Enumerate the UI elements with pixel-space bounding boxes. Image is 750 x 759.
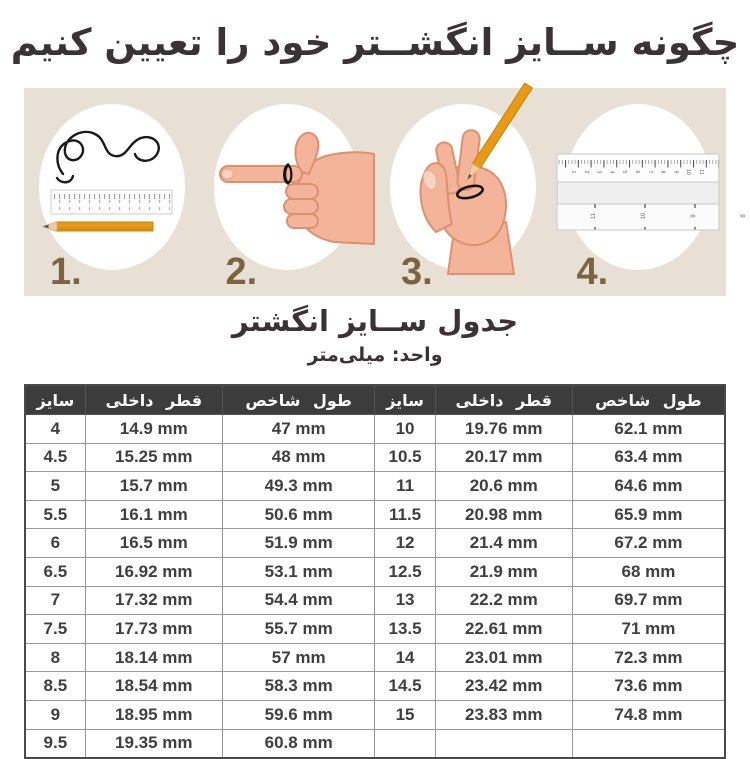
table-cell: 11.5 (375, 500, 435, 529)
table-cell: 21.9 mm (435, 557, 572, 586)
table-cell: 15 (375, 700, 435, 729)
table-cell: 47 mm (222, 415, 375, 444)
svg-text:1: 1 (570, 170, 577, 174)
table-cell: 59.6 mm (222, 700, 375, 729)
table-cell: 6.5 (25, 557, 85, 586)
string-ruler-pencil-icon (39, 104, 185, 270)
table-cell (375, 729, 435, 758)
table-cell: 5.5 (25, 500, 85, 529)
table-cell (435, 729, 572, 758)
table-cell: 16.1 mm (85, 500, 222, 529)
steps-band (24, 88, 748, 296)
table-cell: 62.1 mm (572, 415, 725, 444)
step-4 (551, 88, 748, 296)
table-cell: 12 (375, 529, 435, 558)
table-cell: 23.42 mm (435, 672, 572, 701)
header-size-right: سایز (375, 385, 435, 415)
step-1-number: 1. (50, 251, 82, 293)
table-cell: 16.92 mm (85, 557, 222, 586)
table-cell: 17.73 mm (85, 615, 222, 644)
step-3-circle (390, 104, 536, 270)
table-cell: 11 (375, 472, 435, 501)
table-cell (572, 729, 725, 758)
header-inner-diameter-right: قطر داخلی (435, 385, 572, 415)
ruler-icon (565, 104, 748, 270)
table-cell: 5 (25, 472, 85, 501)
table-cell: 67.2 mm (572, 529, 725, 558)
table-cell: 14 (375, 643, 435, 672)
table-cell: 50.6 mm (222, 500, 375, 529)
step-1 (24, 88, 200, 296)
table-cell: 7.5 (25, 615, 85, 644)
ring-size-table (24, 384, 726, 759)
svg-text:7: 7 (647, 170, 654, 174)
step-2 (200, 88, 376, 296)
table-cell: 6 (25, 529, 85, 558)
svg-text:5: 5 (621, 170, 628, 174)
table-cell: 14.9 mm (85, 415, 222, 444)
table-cell: 22.61 mm (435, 615, 572, 644)
table-cell: 18.95 mm (85, 700, 222, 729)
step-3-number: 3. (401, 251, 433, 293)
table-cell: 7 (25, 586, 85, 615)
table-body (25, 415, 725, 759)
table-cell: 49.3 mm (222, 472, 375, 501)
table-cell: 64.6 mm (572, 472, 725, 501)
table-cell: 57 mm (222, 643, 375, 672)
table-cell: 55.7 mm (222, 615, 375, 644)
table-row (25, 529, 725, 558)
table-cell: 17.32 mm (85, 586, 222, 615)
step-2-number: 2. (225, 251, 258, 293)
step-1-circle (39, 104, 185, 270)
table-cell: 23.83 mm (435, 700, 572, 729)
table-cell: 54.4 mm (222, 586, 375, 615)
svg-text:9: 9 (672, 170, 679, 174)
table-cell: 8 (25, 643, 85, 672)
hand-string-on-finger-icon (214, 104, 360, 270)
table-row (25, 443, 725, 472)
table-cell: 65.9 mm (572, 500, 725, 529)
table-cell: 9.5 (25, 729, 85, 758)
svg-text:3: 3 (595, 170, 602, 174)
table-cell: 58.3 mm (222, 672, 375, 701)
table-cell: 60.8 mm (222, 729, 375, 758)
table-cell: 74.8 mm (572, 700, 725, 729)
header-circumference-right: طول شاخص (572, 385, 725, 415)
table-cell: 16.5 mm (85, 529, 222, 558)
table-cell: 20.98 mm (435, 500, 572, 529)
table-row (25, 729, 725, 758)
table-cell: 18.54 mm (85, 672, 222, 701)
table-row (25, 643, 725, 672)
svg-text:11: 11 (698, 169, 705, 175)
table-header-row (25, 385, 725, 415)
table-cell: 21.4 mm (435, 529, 572, 558)
table-cell: 9 (25, 700, 85, 729)
table-cell: 18.14 mm (85, 643, 222, 672)
table-cell: 10 (375, 415, 435, 444)
step-4-number: 4. (576, 251, 609, 293)
table-row (25, 700, 725, 729)
step-4-circle (565, 104, 748, 270)
svg-text:6: 6 (634, 170, 641, 174)
table-cell: 14.5 (375, 672, 435, 701)
table-row (25, 615, 725, 644)
table-cell: 12.5 (375, 557, 435, 586)
svg-text:2: 2 (583, 170, 590, 174)
table-cell: 22.2 mm (435, 586, 572, 615)
table-cell: 51.9 mm (222, 529, 375, 558)
table-cell: 23.01 mm (435, 643, 572, 672)
table-row (25, 586, 725, 615)
table-cell: 53.1 mm (222, 557, 375, 586)
table-cell: 19.76 mm (435, 415, 572, 444)
svg-text:10: 10 (685, 169, 692, 175)
table-cell: 15.7 mm (85, 472, 222, 501)
svg-text:8: 8 (659, 170, 666, 174)
table-row (25, 500, 725, 529)
table-cell: 68 mm (572, 557, 725, 586)
table-cell: 4.5 (25, 443, 85, 472)
table-cell: 19.35 mm (85, 729, 222, 758)
svg-text:10: 10 (641, 212, 648, 220)
table-cell: 13.5 (375, 615, 435, 644)
table-row (25, 472, 725, 501)
table-cell: 48 mm (222, 443, 375, 472)
svg-text:4: 4 (608, 170, 615, 174)
table-cell: 15.25 mm (85, 443, 222, 472)
table-cell: 71 mm (572, 615, 725, 644)
table-cell: 20.17 mm (435, 443, 572, 472)
header-size-left: سایز (25, 385, 85, 415)
table-header (25, 385, 725, 415)
hand-pencil-marking-string-icon (390, 104, 536, 270)
table-row (25, 672, 725, 701)
table-title: جدول ســایز انگشتر (231, 304, 519, 338)
header-circumference-left: طول شاخص (222, 385, 375, 415)
svg-text:9: 9 (691, 214, 698, 218)
table-cell: 72.3 mm (572, 643, 725, 672)
table-row (25, 557, 725, 586)
table-cell: 10.5 (375, 443, 435, 472)
table-cell: 73.6 mm (572, 672, 725, 701)
svg-text:8: 8 (741, 214, 748, 218)
table-cell: 20.6 mm (435, 472, 572, 501)
table-cell: 13 (375, 586, 435, 615)
unit-label: واحد: میلی‌متر (307, 344, 443, 366)
step-2-circle (214, 104, 360, 270)
table-cell: 69.7 mm (572, 586, 725, 615)
header-inner-diameter-left: قطر داخلی (85, 385, 222, 415)
table-row (25, 415, 725, 444)
table-cell: 4 (25, 415, 85, 444)
svg-text:11: 11 (591, 212, 598, 220)
step-3 (375, 88, 551, 296)
page-title: چگونه ســایز انگشــتر خود را تعیین کنیم (10, 21, 740, 64)
table-cell: 8.5 (25, 672, 85, 701)
table-cell: 63.4 mm (572, 443, 725, 472)
